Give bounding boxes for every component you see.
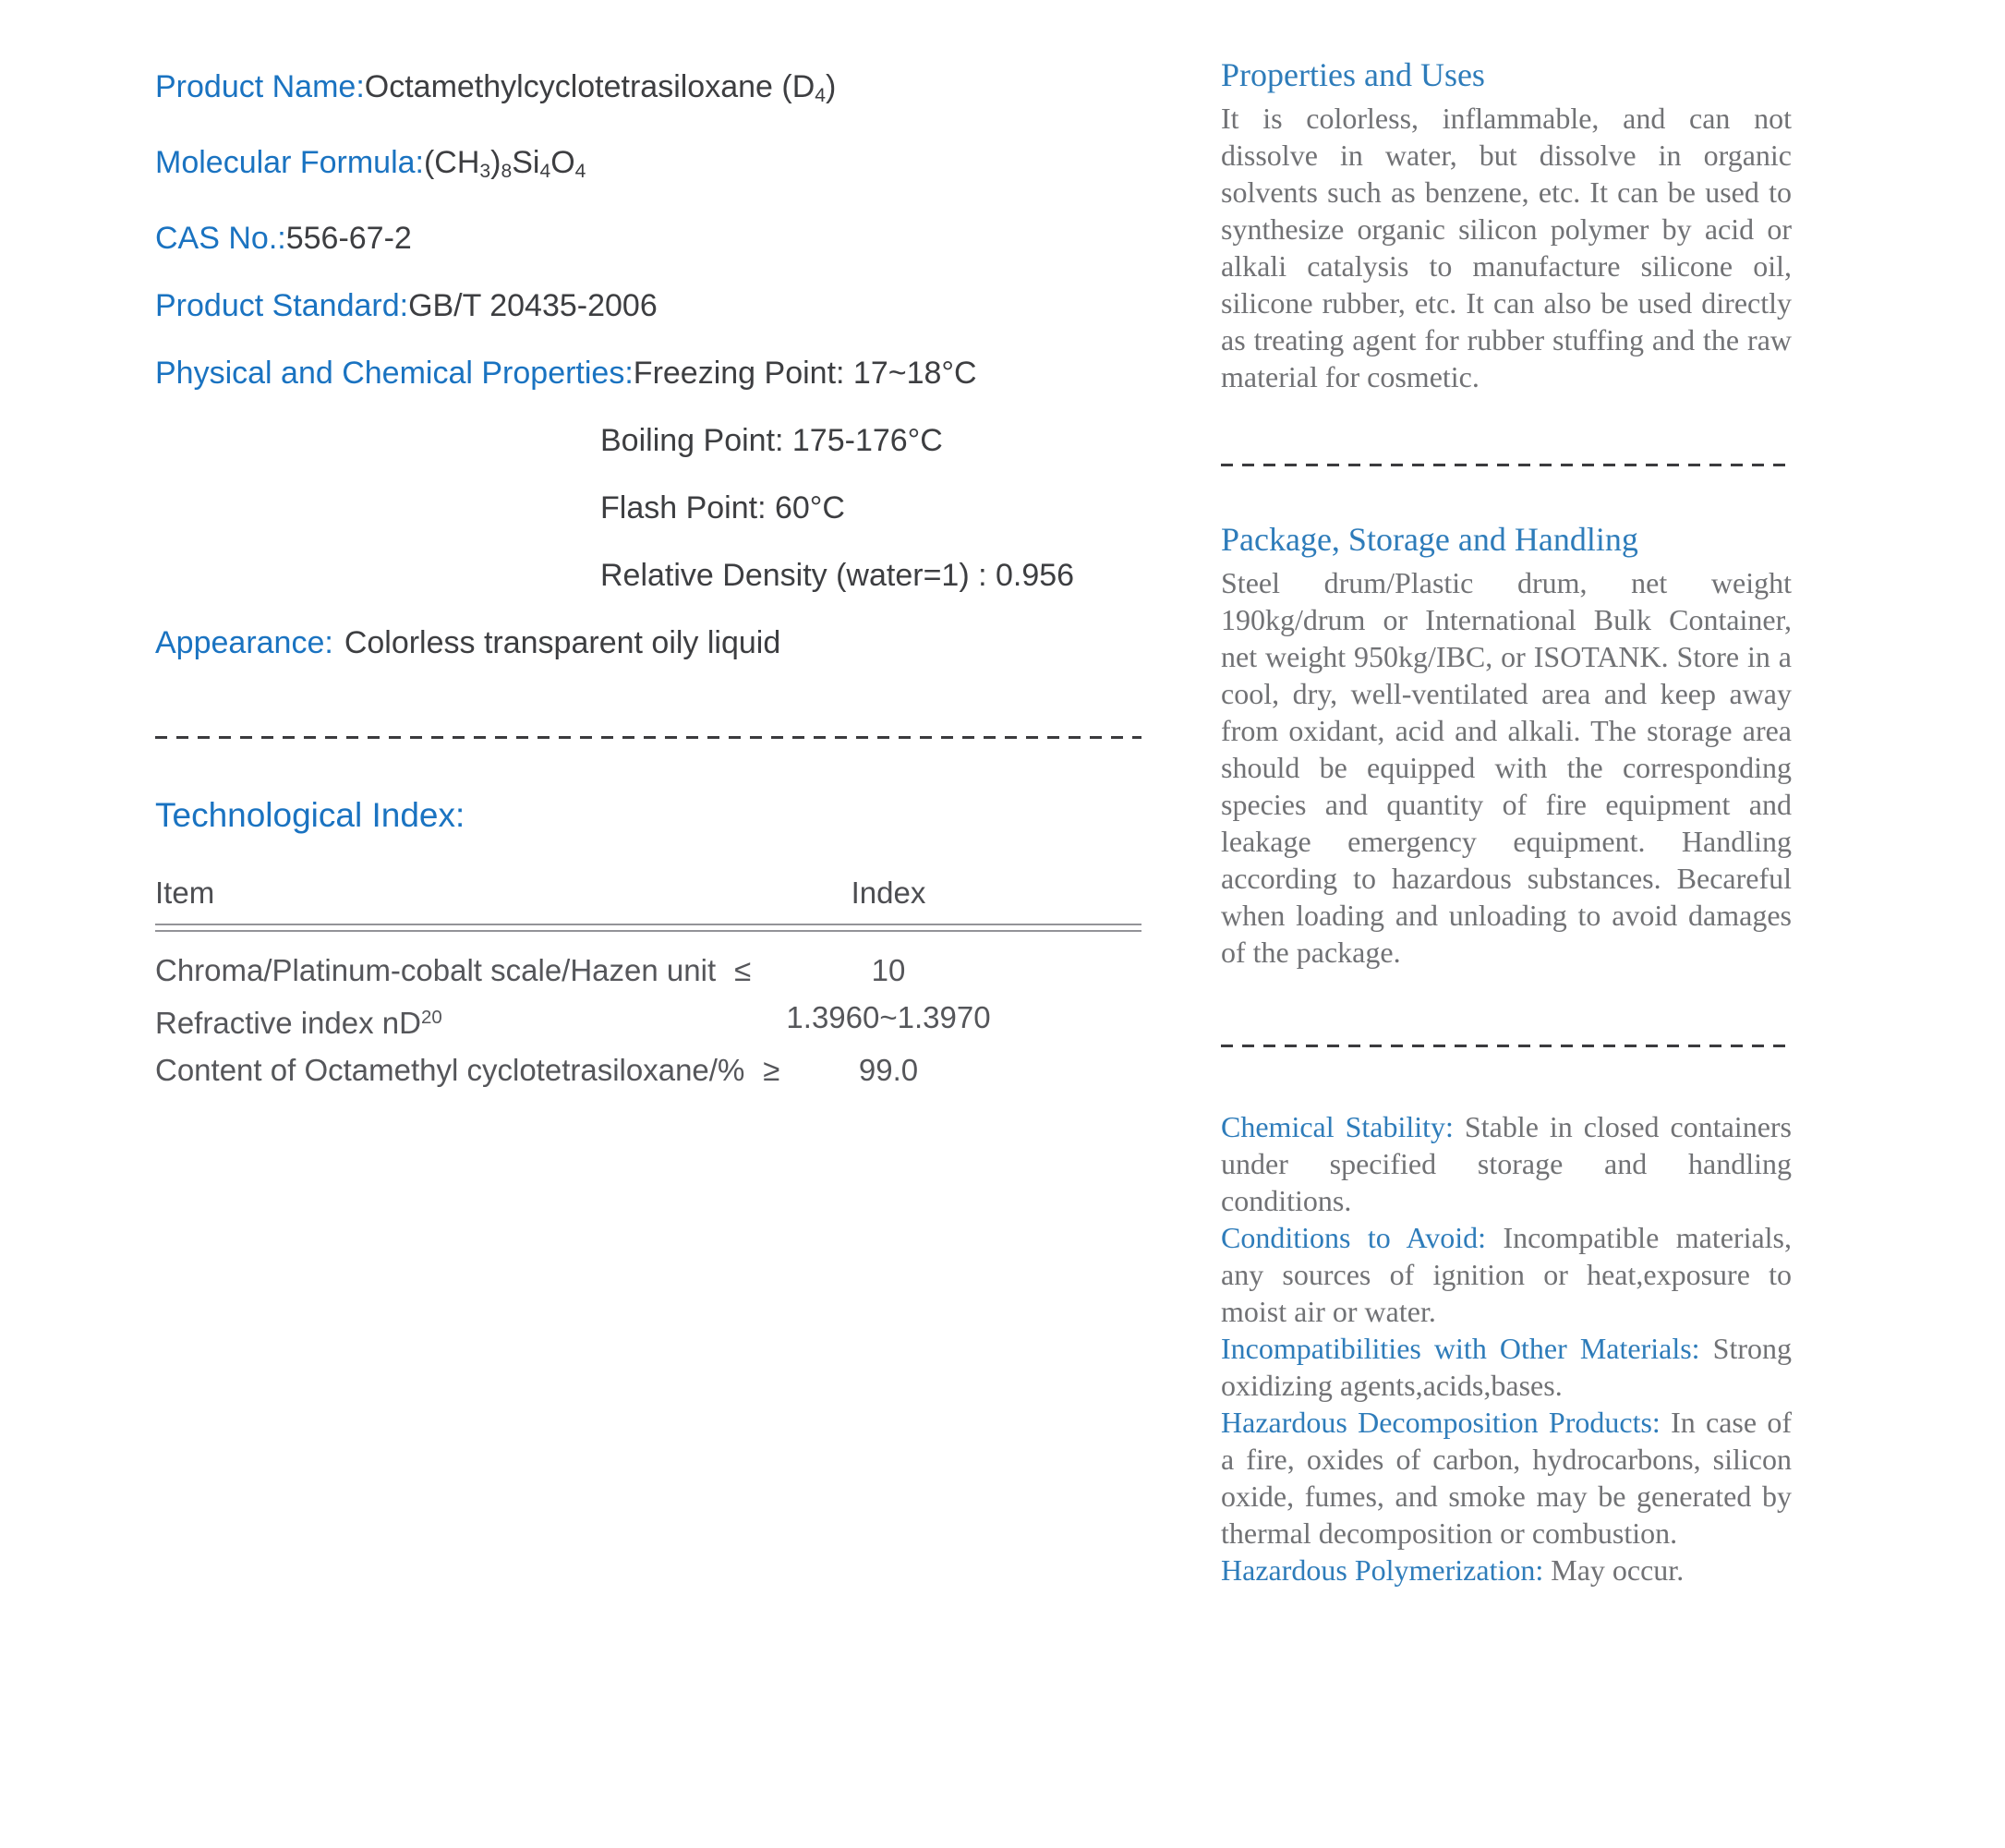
product-standard-value: GB/T 20435-2006	[408, 288, 658, 324]
hazardous-decomposition-label: Hazardous Decomposition Products:	[1221, 1406, 1661, 1439]
appearance-value: Colorless transparent oily liquid	[344, 625, 781, 661]
row-item-text: Chroma/Platinum-cobalt scale/Hazen unit	[155, 953, 717, 988]
cas-no-value: 556-67-2	[285, 221, 412, 257]
table-row	[155, 947, 1141, 994]
product-standard-row	[155, 272, 1141, 340]
relative-density-row	[155, 542, 1141, 610]
flash-point-row	[155, 475, 1141, 542]
molecular-formula-row	[155, 129, 1141, 205]
row-index-value: 99.0	[858, 1053, 919, 1088]
molecular-formula-label: Molecular Formula:	[155, 145, 424, 181]
chemical-stability-label: Chemical Stability:	[1221, 1110, 1454, 1143]
incompatibilities-text: Strong oxidizing agents,acids,bases.	[1221, 1332, 1793, 1402]
product-name-label: Product Name:	[155, 69, 365, 104]
cas-no-row	[155, 205, 1141, 272]
technological-index-table	[155, 872, 1141, 1093]
chemical-stability-item	[1221, 1108, 1792, 1219]
package-storage-heading: Package, Storage and Handling	[1221, 521, 1638, 558]
molecular-formula-value: $(CH_3)_8Si_4O_4$	[423, 145, 586, 183]
product-name-row	[155, 54, 1141, 129]
package-storage-body: Steel drum/Plastic drum, net weight 190kg/drum or International Bulk Container, net weight 950kg/IBC, or ISOTANK. Store in a cool, dry, well-ventilated area and keep away from oxidant, acid and alkali. The storage area should be equipped with the corresponding species and quantity of fire equipment and leakage emergency equipment. Handling according to hazardous substances. Becareful when loading and unloading to avoid damages of the package.	[1221, 566, 1792, 969]
row-item-text: Content of Octamethyl cyclotetrasiloxane/%	[155, 1053, 745, 1088]
row-comparator: ≤	[734, 953, 752, 988]
right-dashed-divider-2	[1221, 1045, 1792, 1047]
table-row	[155, 1046, 1141, 1093]
chemical-stability-text: Stable in closed containers under specified storage and handling conditions.	[1221, 1110, 1793, 1217]
row-index-value: 10	[871, 953, 906, 988]
freezing-point-value: Freezing Point: 17~18°C	[633, 356, 977, 392]
left-dashed-divider	[155, 736, 1141, 739]
conditions-to-avoid-item	[1221, 1219, 1792, 1330]
boiling-point-value: Boiling Point: 175-176°C	[600, 423, 943, 459]
hazardous-decomposition-text: In case of a fire, oxides of carbon, hydrocarbons, silicon oxide, fumes, and smoke may be generated by thermal decomposition or combustion.	[1221, 1406, 1793, 1550]
package-storage-section	[1221, 518, 1792, 971]
hazardous-decomposition-item	[1221, 1404, 1792, 1552]
safety-info-block	[1221, 1108, 1792, 1588]
product-info-column	[155, 54, 1141, 1093]
boiling-point-row	[155, 407, 1141, 475]
hazardous-polymerization-text: May occur.	[1543, 1553, 1685, 1587]
row-index-value: 1.3960~1.3970	[786, 1000, 991, 1035]
conditions-to-avoid-text: Incompatible materials, any sources of ignition or heat,exposure to moist air or water.	[1221, 1221, 1792, 1328]
flash-point-value: Flash Point: 60°C	[600, 490, 845, 526]
conditions-to-avoid-label: Conditions to Avoid:	[1221, 1221, 1486, 1254]
physical-properties-row	[155, 340, 1141, 407]
hazardous-polymerization-label: Hazardous Polymerization:	[1221, 1553, 1544, 1587]
table-header-row	[155, 872, 1141, 914]
properties-and-uses-body: It is colorless, inflammable, and can not dissolve in water, but dissolve in organic solvents such as benzene, etc. It can be used to synthesize organic silicon polymer by acid or alkali catalysis to manufacture silicone oil, silicone rubber, etc. It can also be used directly as treating agent for rubber stuffing and the raw material for cosmetic.	[1221, 102, 1792, 393]
table-body	[155, 947, 1141, 1093]
relative-density-value: Relative Density (water=1) : 0.956	[600, 558, 1075, 594]
properties-and-uses-heading: Properties and Uses	[1221, 56, 1485, 93]
table-row	[155, 994, 1141, 1046]
cas-no-label: CAS No.:	[155, 221, 286, 257]
row-comparator: ≥	[763, 1053, 780, 1088]
product-standard-label: Product Standard:	[155, 288, 409, 324]
incompatibilities-label: Incompatibilities with Other Materials:	[1221, 1332, 1700, 1365]
appearance-row	[155, 610, 1141, 677]
column-header-item: Item	[155, 876, 215, 911]
right-dashed-divider-1	[1221, 464, 1792, 466]
physical-properties-label: Physical and Chemical Properties:	[155, 356, 634, 392]
incompatibilities-item	[1221, 1330, 1792, 1404]
description-column	[1221, 54, 1792, 1588]
row-item-text: Refractive index $nD^{20}$	[155, 1006, 442, 1041]
appearance-label: Appearance:	[155, 625, 333, 661]
technological-index-title: Technological Index:	[155, 796, 465, 835]
hazardous-polymerization-item	[1221, 1552, 1792, 1588]
properties-and-uses-section	[1221, 54, 1792, 395]
column-header-index: Index	[851, 876, 926, 911]
product-name-value: Octamethylcyclotetrasiloxane $(D_4)$	[364, 69, 837, 107]
table-header-double-rule	[155, 924, 1141, 932]
